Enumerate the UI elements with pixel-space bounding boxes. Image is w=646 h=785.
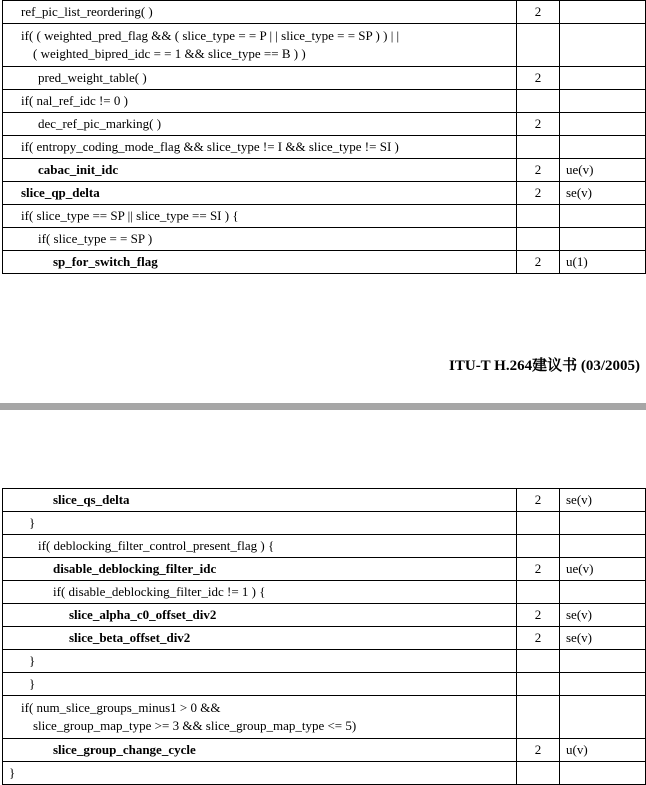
- syntax-text: if( num_slice_groups_minus1 > 0 &&: [21, 700, 221, 715]
- syntax-text: slice_qs_delta: [53, 492, 130, 507]
- table-row: [3, 182, 646, 205]
- syntax-cell: [3, 136, 517, 159]
- syntax-text: }: [9, 765, 16, 780]
- syntax-text: if( disable_deblocking_filter_idc != 1 ) {: [53, 584, 266, 599]
- category-cell: [517, 24, 560, 67]
- syntax-text: if( slice_type = = SP ): [38, 231, 153, 246]
- descriptor-cell: se(v): [560, 489, 646, 512]
- table-row: [3, 673, 646, 696]
- category-cell: 2: [517, 627, 560, 650]
- category-cell: [517, 136, 560, 159]
- syntax-cell: [3, 90, 517, 113]
- descriptor-cell: [560, 650, 646, 673]
- table-row: [3, 650, 646, 673]
- syntax-cell: [3, 24, 517, 67]
- syntax-cell: [3, 535, 517, 558]
- syntax-cell: [3, 739, 517, 762]
- syntax-cell: [3, 182, 517, 205]
- syntax-text: slice_group_change_cycle: [53, 742, 196, 757]
- category-cell: [517, 762, 560, 785]
- syntax-cell: [3, 762, 517, 785]
- syntax-text: }: [29, 676, 36, 691]
- syntax-text: if( ( weighted_pred_flag && ( slice_type = = P | | slice_type = = SP ) ) | |: [21, 28, 400, 43]
- syntax-cell: [3, 650, 517, 673]
- table-row: [3, 762, 646, 785]
- descriptor-cell: [560, 24, 646, 67]
- descriptor-cell: ue(v): [560, 558, 646, 581]
- descriptor-cell: u(1): [560, 251, 646, 274]
- category-cell: 2: [517, 739, 560, 762]
- syntax-text: pred_weight_table( ): [38, 70, 147, 85]
- category-cell: [517, 696, 560, 739]
- syntax-text: slice_beta_offset_div2: [69, 630, 191, 645]
- category-cell: [517, 90, 560, 113]
- descriptor-cell: [560, 535, 646, 558]
- category-cell: 2: [517, 67, 560, 90]
- category-cell: [517, 228, 560, 251]
- table-row: [3, 251, 646, 274]
- syntax-text-continued: ( weighted_bipred_idc = = 1 && slice_type == B ) ): [33, 46, 306, 61]
- descriptor-cell: se(v): [560, 604, 646, 627]
- descriptor-cell: [560, 673, 646, 696]
- syntax-text: if( nal_ref_idc != 0 ): [21, 93, 128, 108]
- syntax-cell: [3, 251, 517, 274]
- descriptor-cell: [560, 90, 646, 113]
- syntax-text: slice_alpha_c0_offset_div2: [69, 607, 217, 622]
- category-cell: 2: [517, 251, 560, 274]
- table-row: [3, 136, 646, 159]
- table-row: [3, 604, 646, 627]
- table-row: [3, 739, 646, 762]
- syntax-cell: [3, 159, 517, 182]
- syntax-cell: [3, 228, 517, 251]
- descriptor-cell: [560, 512, 646, 535]
- descriptor-cell: [560, 228, 646, 251]
- descriptor-cell: [560, 136, 646, 159]
- syntax-text: if( entropy_coding_mode_flag && slice_type != I && slice_type != SI ): [21, 139, 399, 154]
- table-row: [3, 90, 646, 113]
- category-cell: 2: [517, 113, 560, 136]
- descriptor-cell: ue(v): [560, 159, 646, 182]
- descriptor-cell: [560, 205, 646, 228]
- descriptor-cell: [560, 581, 646, 604]
- table-row: [3, 228, 646, 251]
- syntax-text: slice_qp_delta: [21, 185, 100, 200]
- category-cell: [517, 581, 560, 604]
- syntax-text: dec_ref_pic_marking( ): [38, 116, 162, 131]
- category-cell: [517, 535, 560, 558]
- descriptor-cell: [560, 67, 646, 90]
- syntax-table-bottom: [2, 488, 646, 785]
- syntax-cell: [3, 627, 517, 650]
- syntax-cell: [3, 489, 517, 512]
- syntax-cell: [3, 512, 517, 535]
- syntax-text: ref_pic_list_reordering( ): [21, 4, 153, 19]
- syntax-cell: [3, 696, 517, 739]
- syntax-text: }: [29, 653, 36, 668]
- table-row: [3, 535, 646, 558]
- syntax-text: if( slice_type == SP || slice_type == SI ) {: [21, 208, 239, 223]
- table-row: [3, 1, 646, 24]
- syntax-table-top: [2, 0, 646, 274]
- table-row: [3, 627, 646, 650]
- descriptor-cell: [560, 1, 646, 24]
- table-row: [3, 67, 646, 90]
- category-cell: [517, 650, 560, 673]
- category-cell: 2: [517, 1, 560, 24]
- syntax-text: sp_for_switch_flag: [53, 254, 158, 269]
- category-cell: 2: [517, 182, 560, 205]
- descriptor-cell: se(v): [560, 627, 646, 650]
- table-row: [3, 489, 646, 512]
- syntax-text: disable_deblocking_filter_idc: [53, 561, 217, 576]
- page-divider: [0, 403, 646, 410]
- category-cell: [517, 673, 560, 696]
- table-row: [3, 113, 646, 136]
- table-row: [3, 24, 646, 67]
- syntax-cell: [3, 604, 517, 627]
- syntax-text: }: [29, 515, 36, 530]
- descriptor-cell: [560, 762, 646, 785]
- descriptor-cell: se(v): [560, 182, 646, 205]
- page-header: ITU-T H.264建议书 (03/2005): [449, 358, 640, 374]
- category-cell: 2: [517, 489, 560, 512]
- table-row: [3, 558, 646, 581]
- category-cell: [517, 512, 560, 535]
- category-cell: 2: [517, 558, 560, 581]
- syntax-cell: [3, 1, 517, 24]
- descriptor-cell: [560, 113, 646, 136]
- syntax-text-continued: slice_group_map_type >= 3 && slice_group_map_type <= 5): [33, 718, 357, 733]
- syntax-cell: [3, 581, 517, 604]
- category-cell: 2: [517, 604, 560, 627]
- table-row: [3, 512, 646, 535]
- table-row: [3, 581, 646, 604]
- syntax-cell: [3, 113, 517, 136]
- category-cell: [517, 205, 560, 228]
- table-row: [3, 205, 646, 228]
- syntax-cell: [3, 205, 517, 228]
- syntax-cell: [3, 558, 517, 581]
- syntax-text: if( deblocking_filter_control_present_flag ) {: [38, 538, 275, 553]
- table-row: [3, 159, 646, 182]
- syntax-text: cabac_init_idc: [38, 162, 119, 177]
- syntax-cell: [3, 67, 517, 90]
- descriptor-cell: u(v): [560, 739, 646, 762]
- category-cell: 2: [517, 159, 560, 182]
- table-row: [3, 696, 646, 739]
- syntax-cell: [3, 673, 517, 696]
- descriptor-cell: [560, 696, 646, 739]
